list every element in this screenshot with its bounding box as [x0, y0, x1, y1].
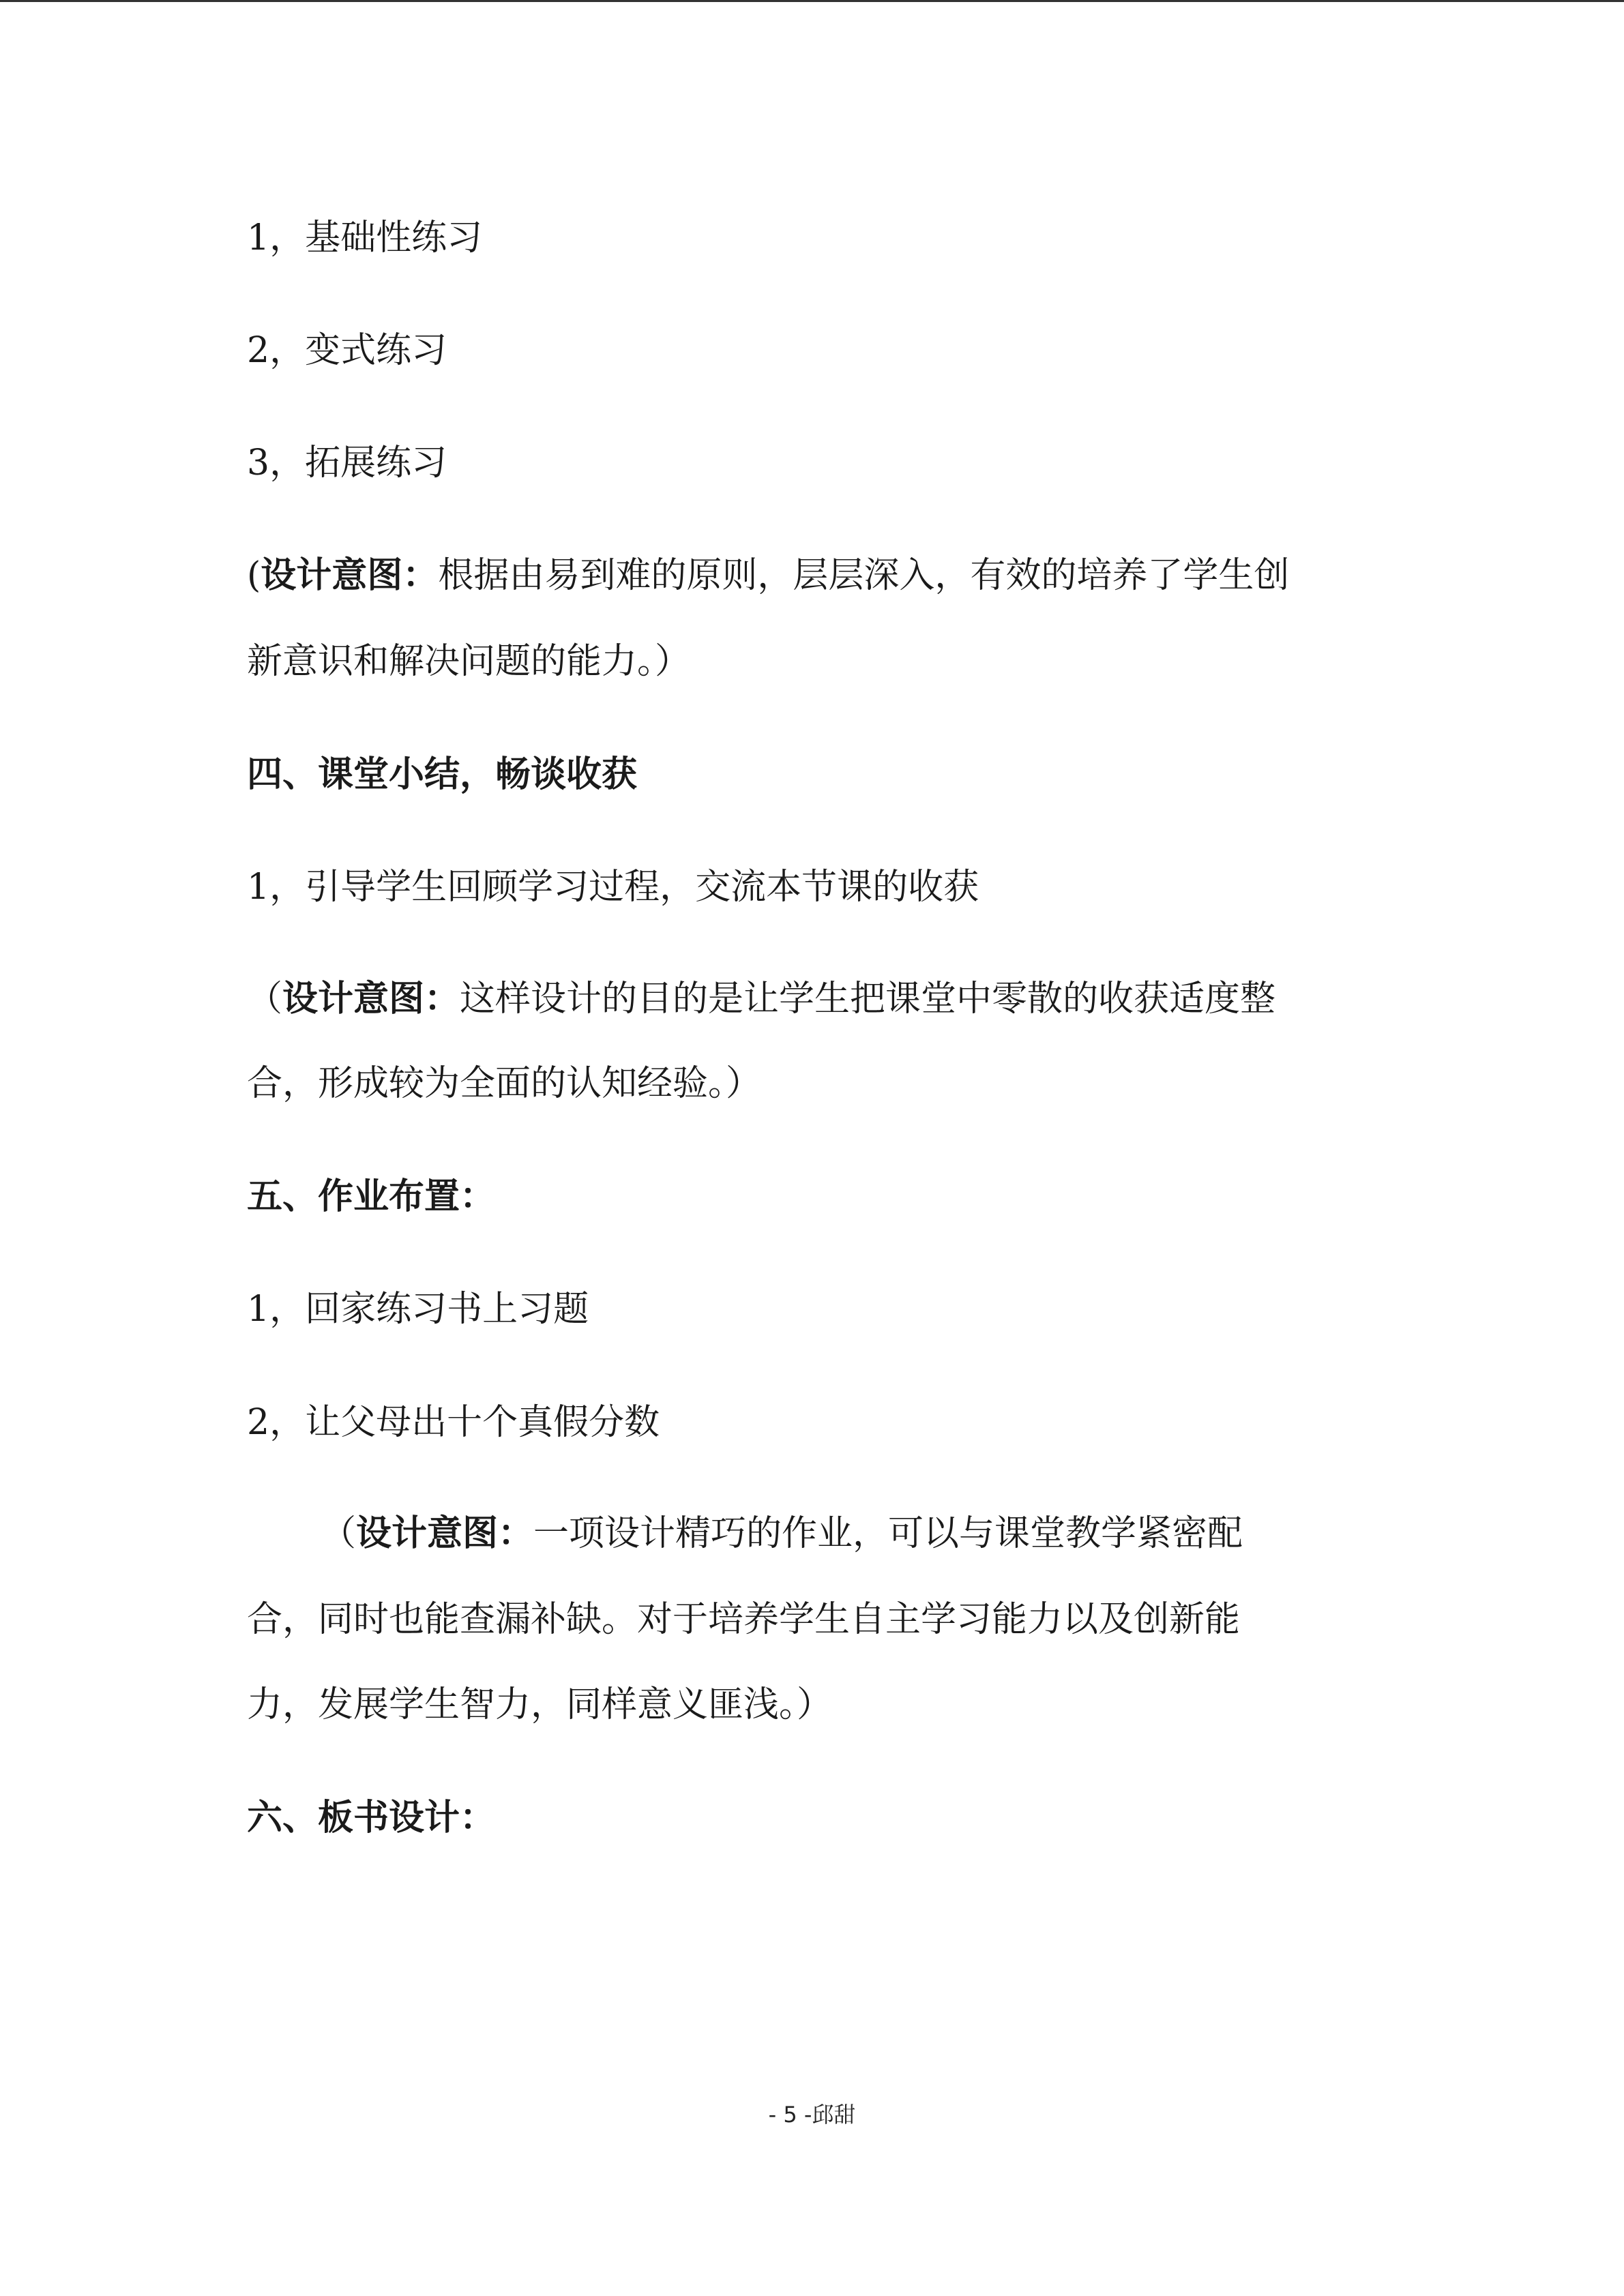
design-intent-3-cont-1: 合，同时也能查漏补缺。对于培养学生自主学习能力以及创新能	[247, 1599, 1241, 1640]
practice-item-2: 2，变式练习	[247, 330, 447, 371]
section-heading-homework: 五、作业布置：	[247, 1176, 496, 1217]
design-intent-label: 设计意图：	[356, 1512, 534, 1554]
section-heading-board-design: 六、板书设计：	[247, 1797, 496, 1838]
design-intent-label: 设计意图：	[261, 554, 439, 596]
practice-item-3: 3，拓展练习	[247, 443, 447, 483]
design-intent-1-cont: 新意识和解决问题的能力。）	[247, 641, 691, 682]
design-intent-3: （设计意图：一项设计精巧的作业，可以与课堂教学紧密配	[321, 1512, 1243, 1554]
homework-item-1: 1，回家练习书上习题	[247, 1289, 589, 1330]
design-intent-1: (设计意图：根据由易到难的原则，层层深入，有效的培养了学生创	[247, 554, 1290, 596]
homework-item-2: 2，让父母出十个真假分数	[247, 1402, 660, 1443]
design-intent-2-cont: 合，形成较为全面的认知经验。）	[247, 1063, 762, 1104]
design-intent-label: 设计意图：	[282, 978, 460, 1019]
practice-item-1: 1，基础性练习	[247, 218, 483, 258]
design-intent-3-cont-2: 力，发展学生智力，同样意义匪浅。）	[247, 1684, 833, 1725]
summary-item-1: 1，引导学生回顾学习过程，交流本节课的收获	[247, 867, 979, 908]
page-footer: - 5 -邱甜	[768, 2102, 856, 2128]
section-heading-summary: 四、课堂小结，畅谈收获	[247, 754, 638, 795]
design-intent-2: （设计意图：这样设计的目的是让学生把课堂中零散的收获适度整	[247, 978, 1276, 1019]
